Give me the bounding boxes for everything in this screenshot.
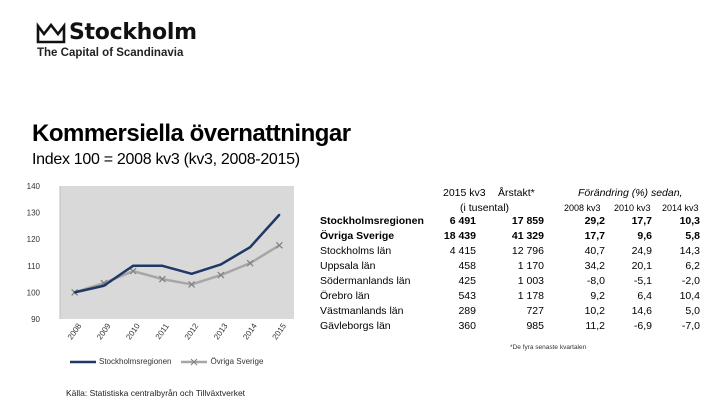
cell-v2: 985 (526, 320, 544, 332)
cell-v5: 10,4 (679, 290, 700, 302)
source-note: Källa: Statistiska centralbyrån och Tillväxtverket (66, 388, 246, 398)
index-line-chart (28, 176, 308, 351)
cell-v1: 4 415 (449, 245, 476, 257)
legend-label-stockholmsregionen: Stockholmsregionen (99, 357, 172, 366)
row-region-name: Uppsala län (320, 260, 376, 272)
row-region-name: Södermanlands län (320, 275, 411, 287)
cell-v1: 289 (458, 305, 476, 317)
row-region-name: Stockholmsregionen (320, 215, 424, 227)
cell-v2: 727 (526, 305, 544, 317)
table-row (320, 320, 710, 335)
x-tick-label: 2013 (212, 321, 230, 342)
y-tick-label: 90 (31, 315, 40, 324)
cell-v3: 29,2 (584, 215, 605, 227)
y-tick-label: 130 (26, 208, 40, 218)
cell-v3: -8,0 (586, 275, 605, 287)
cell-v2: 17 859 (511, 215, 544, 227)
stockholm-logo (36, 20, 197, 59)
cell-v4: 14,6 (631, 305, 652, 317)
x-tick-label: 2009 (95, 321, 113, 342)
row-region-name: Västmanlands län (320, 305, 404, 317)
data-point-stockholmsregionen (132, 265, 134, 267)
table-row (320, 230, 710, 245)
cell-v2: 1 170 (517, 260, 544, 272)
table-row (320, 290, 710, 305)
header-thousands: (i tusental) (460, 202, 510, 214)
data-point-stockholmsregionen (191, 273, 193, 275)
cell-v3: 40,7 (584, 245, 605, 257)
x-tick-label: 2012 (182, 321, 201, 342)
header-2010-kv3: 2010 kv3 (614, 203, 651, 213)
page-title: Kommersiella övernattningar (32, 120, 351, 147)
row-region-name: Övriga Sverige (320, 230, 395, 242)
table-row (320, 260, 710, 275)
cell-v2: 1 178 (517, 290, 544, 302)
row-region-name: Örebro län (320, 290, 370, 302)
data-point-stockholmsregionen (103, 285, 105, 287)
legend-label-ovriga-sverige: Övriga Sverige (210, 357, 264, 366)
header-change-since: Förändring (%) sedan, (578, 187, 683, 199)
cell-v3: 11,2 (585, 320, 605, 332)
x-tick-label: 2008 (65, 321, 84, 342)
cell-v2: 1 003 (517, 275, 544, 287)
table-row (320, 275, 710, 290)
cell-v4: 9,6 (637, 230, 652, 242)
data-point-stockholmsregionen (220, 263, 222, 265)
cell-v5: -7,0 (681, 320, 700, 332)
legend-swatch-stockholmsregionen (70, 358, 96, 366)
chart-legend (70, 357, 273, 366)
cell-v5: 5,0 (685, 305, 700, 317)
page-subtitle: Index 100 = 2008 kv3 (kv3, 2008-2015) (32, 151, 300, 168)
cell-v1: 425 (458, 275, 476, 287)
cell-v4: 6,4 (637, 290, 652, 302)
cell-v3: 34,2 (584, 260, 605, 272)
row-region-name: Gävleborgs län (320, 320, 391, 332)
cell-v2: 12 796 (511, 245, 544, 257)
header-arstakt: Årstakt* (498, 187, 535, 199)
table-footnote: *De fyra senaste kvartalen (510, 344, 587, 351)
cell-v5: 5,8 (685, 230, 700, 242)
cell-v4: 24,9 (631, 245, 652, 257)
header-2015-kv3: 2015 kv3 (443, 187, 486, 199)
legend-swatch-ovriga-sverige (181, 358, 207, 366)
x-tick-label: 2011 (153, 321, 171, 342)
data-point-stockholmsregionen (249, 246, 251, 248)
y-tick-label: 100 (26, 288, 40, 298)
x-tick-label: 2010 (124, 321, 142, 342)
cell-v1: 360 (458, 320, 476, 332)
cell-v5: 14,3 (679, 245, 700, 257)
cell-v4: 20,1 (631, 260, 652, 272)
data-point-stockholmsregionen (74, 291, 76, 293)
cell-v1: 458 (458, 260, 476, 272)
table-row (320, 215, 710, 230)
cell-v4: -6,9 (633, 320, 652, 332)
plot-area (60, 186, 294, 319)
cell-v3: 9,2 (590, 290, 605, 302)
header-2014-kv3: 2014 kv3 (662, 203, 699, 213)
cell-v1: 18 439 (443, 230, 476, 242)
y-tick-label: 110 (27, 261, 40, 271)
logo-tagline: The Capital of Scandinavia (37, 47, 184, 59)
header-2008-kv3: 2008 kv3 (564, 203, 601, 213)
cell-v3: 17,7 (584, 230, 605, 242)
crown-icon (36, 22, 66, 44)
x-tick-label: 2015 (270, 321, 289, 342)
logo-wordmark: Stockholm (69, 20, 197, 45)
table-row (320, 305, 710, 320)
cell-v4: -5,1 (633, 275, 652, 287)
cell-v5: 6,2 (685, 260, 700, 272)
row-region-name: Stockholms län (320, 245, 392, 257)
y-tick-label: 120 (26, 235, 40, 245)
cell-v5: 10,3 (679, 215, 700, 227)
cell-v3: 10,2 (584, 305, 605, 317)
y-tick-label: 140 (26, 182, 40, 191)
x-tick-label: 2014 (241, 321, 259, 342)
table-row (320, 245, 710, 260)
cell-v1: 543 (458, 290, 476, 302)
cell-v2: 41 329 (511, 230, 544, 242)
cell-v4: 17,7 (631, 215, 652, 227)
cell-v5: -2,0 (681, 275, 700, 287)
cell-v1: 6 491 (449, 215, 476, 227)
data-point-stockholmsregionen (278, 214, 280, 216)
data-point-stockholmsregionen (161, 265, 163, 267)
